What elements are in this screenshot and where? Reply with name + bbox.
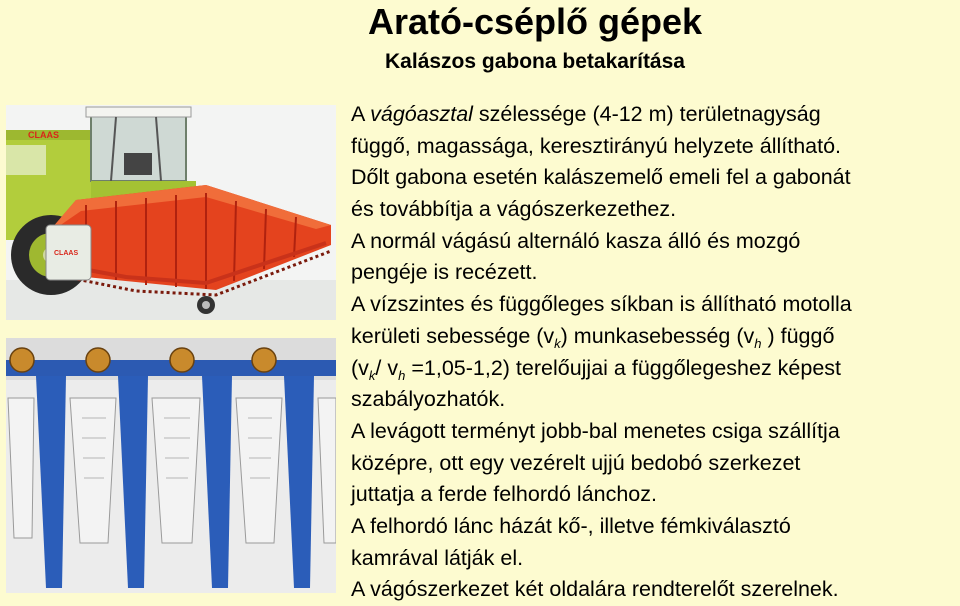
text-line: A vágószerkezet két oldalára rendterelőt szerelnek. [351, 577, 839, 602]
cutter-bar-knives-photo [6, 338, 336, 593]
text-line: kamrával látják el. [351, 545, 524, 570]
text-line: A normál vágású alternáló kasza álló és mozgó [351, 228, 801, 253]
text-line: középre, ott egy vezérelt ujjú bedobó szerkezet [351, 450, 801, 475]
page-title: Arató-cséplő gépek [367, 1, 703, 42]
text-line: függő, magassága, keresztirányú helyzete állítható. [351, 133, 842, 158]
body-text [351, 99, 960, 606]
text-line: Dőlt gabona esetén kalászemelő emeli fel a gabonát [351, 165, 851, 190]
text-line: A levágott terményt jobb-bal menetes csiga szállítja [351, 418, 840, 443]
text-line: ($v_k/$ $v_h =1,05-1,2$) terelőujjai a függőlegeshez képest [351, 355, 842, 383]
text-line: A vágóasztal szélessége (4-12 m) területnagyság [351, 102, 821, 126]
svg-text:CLAAS: CLAAS [28, 130, 59, 140]
svg-text:CLAAS: CLAAS [54, 250, 79, 257]
text-line: juttatja a ferde felhordó lánchoz. [351, 482, 657, 507]
text-line: szabályozhatók. [351, 387, 506, 412]
text-line: pengéje is recézett. [351, 260, 538, 285]
combine-harvester-photo [6, 105, 336, 320]
text-line: és továbbítja a vágószerkezethez. [351, 197, 677, 222]
text-line: A vízszintes és függőleges síkban is állítható motolla [351, 292, 852, 317]
text-line: kerületi sebessége $(v_k)$ munkasebesség ($v_h$ ) függő [351, 323, 835, 351]
text-line: A felhordó lánc házát kő-, illetve fémkiválasztó [351, 513, 791, 538]
page-subtitle: Kalászos gabona betakarítása [385, 50, 685, 73]
